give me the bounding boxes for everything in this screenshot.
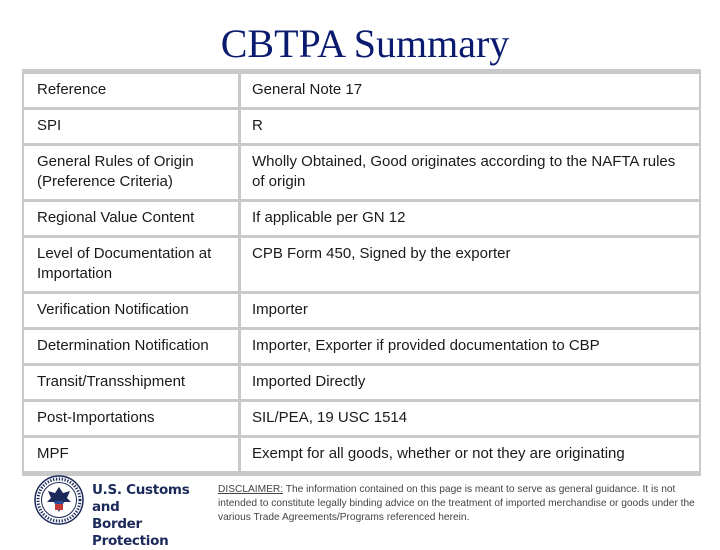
row-label: SPI [24,110,241,143]
row-value: R [241,110,699,143]
row-label: Post-Importations [24,402,241,435]
table-row [24,366,699,399]
footer [30,472,705,549]
logo-line-1: U.S. Customs and [92,482,190,515]
table-row [24,330,699,363]
row-value: Wholly Obtained, Good originates according to the NAFTA rules of origin [241,146,699,199]
row-value: Imported Directly [241,366,699,399]
cbp-logo [30,474,212,549]
row-label: Transit/Transshipment [24,366,241,399]
summary-table [22,69,701,476]
row-value: If applicable per GN 12 [241,202,699,235]
dhs-seal-icon [34,475,84,525]
table-row [24,74,699,107]
page-title: CBTPA Summary [220,21,510,66]
table-row [24,146,699,199]
row-label: Determination Notification [24,330,241,363]
row-label: Reference [24,74,241,107]
row-label: MPF [24,438,241,471]
row-value: Importer [241,294,699,327]
row-label: General Rules of Origin (Preference Criteria) [24,146,241,199]
row-label: Level of Documentation at Importation [24,238,241,291]
row-value: Importer, Exporter if provided documentation to CBP [241,330,699,363]
row-label: Verification Notification [24,294,241,327]
disclaimer [218,483,706,525]
disclaimer-label: DISCLAIMER: [218,484,284,495]
logo-line-2: Border Protection [92,516,169,549]
table-row [24,110,699,143]
table-row [24,202,699,235]
row-value: Exempt for all goods, whether or not they are originating [241,438,699,471]
table-row [24,294,699,327]
row-label: Regional Value Content [24,202,241,235]
row-value: General Note 17 [241,74,699,107]
row-value: CPB Form 450, Signed by the exporter [241,238,699,291]
disclaimer-text: The information contained on this page is meant to serve as general guidance. It is not intended to constitute legally binding advice on the treatment of imported merchandise or goods under the various Trade Agreements/Programs referenced herein. [218,484,695,523]
table-row [24,438,699,471]
table-row [24,238,699,291]
row-value: SIL/PEA, 19 USC 1514 [241,402,699,435]
table-row [24,402,699,435]
